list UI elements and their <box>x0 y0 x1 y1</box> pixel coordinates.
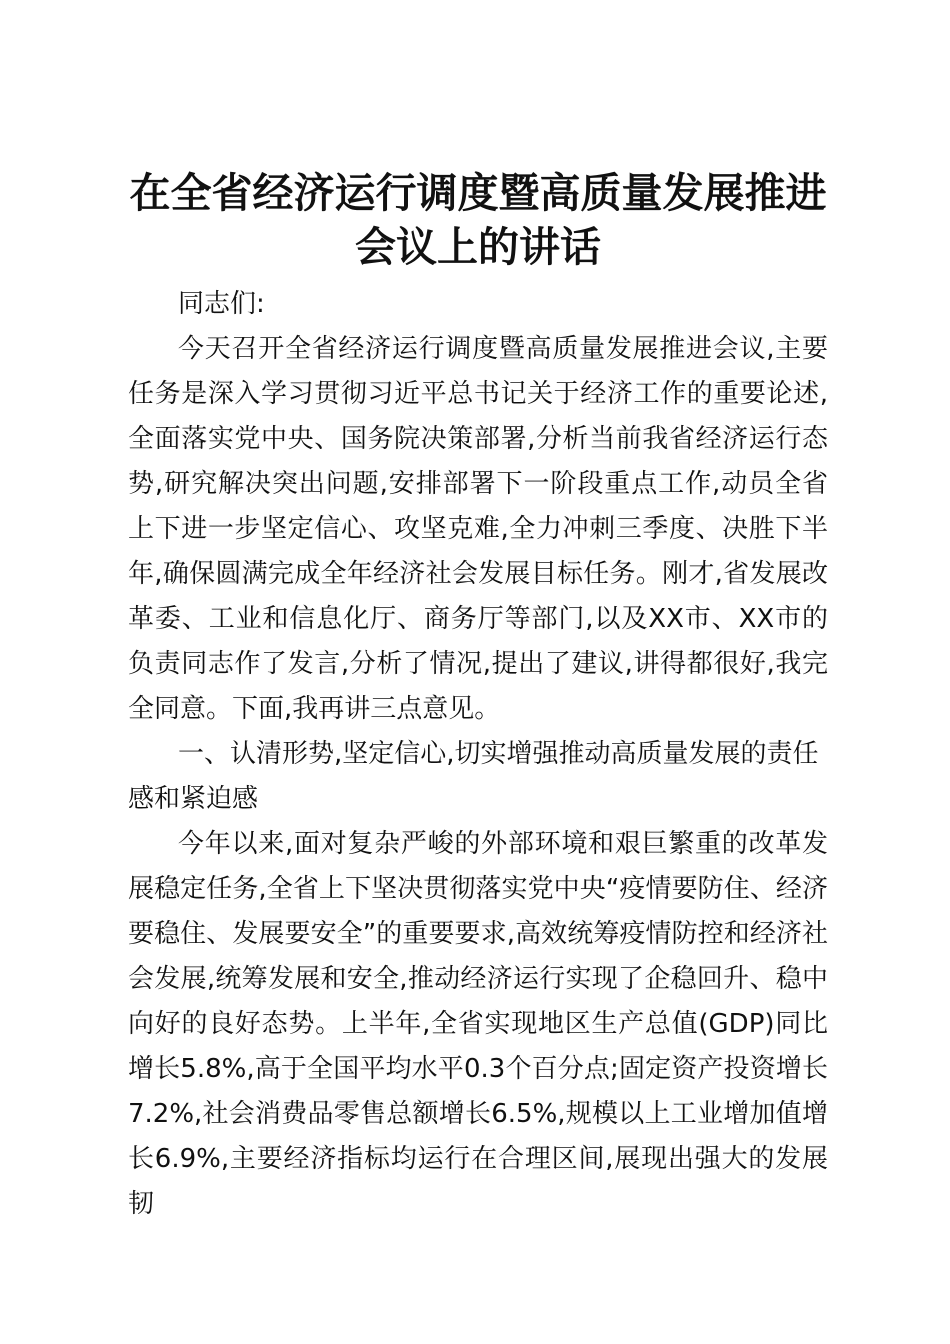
section-one-paragraph: 今年以来,面对复杂严峻的外部环境和艰巨繁重的改革发展稳定任务,全省上下坚决贯彻落实党中央“疫情要防住、经济要稳住、发展要安全”的重要要求,高效统筹疫情防控和经济社会发展,统筹发展和安全,推动经济运行实现了企稳回升、稳中向好的良好态势。上半年,全省实现地区生产总值(GDP)同比增长5.8%,高于全国平均水平0.3个百分点;固定资产投资增长7.2%,社会消费品零售总额增长6.5%,规模以上工业增加值增长6.9%,主要经济指标均运行在合理区间,展现出强大的发展韧 <box>128 829 828 1219</box>
document-page <box>128 166 828 1227</box>
section-one-heading: 一、认清形势,坚定信心,切实增强推动高质量发展的责任感和紧迫感 <box>128 739 819 814</box>
intro-paragraph: 今天召开全省经济运行调度暨高质量发展推进会议,主要任务是深入学习贯彻习近平总书记关于经济工作的重要论述,全面落实党中央、国务院决策部署,分析当前我省经济运行态势,研究解决突出问题,安排部署下一阶段重点工作,动员全省上下进一步坚定信心、攻坚克难,全力冲刺三季度、决胜下半年,确保圆满完成全年经济社会发展目标任务。刚才,省发展改革委、工业和信息化厅、商务厅等部门,以及XX市、XX市的负责同志作了发言,分析了情况,提出了建议,讲得都很好,我完全同意。下面,我再讲三点意见。 <box>128 334 828 724</box>
document-title: 在全省经济运行调度暨高质量发展推进会议上的讲话 <box>129 169 827 271</box>
salutation: 同志们: <box>178 289 265 319</box>
